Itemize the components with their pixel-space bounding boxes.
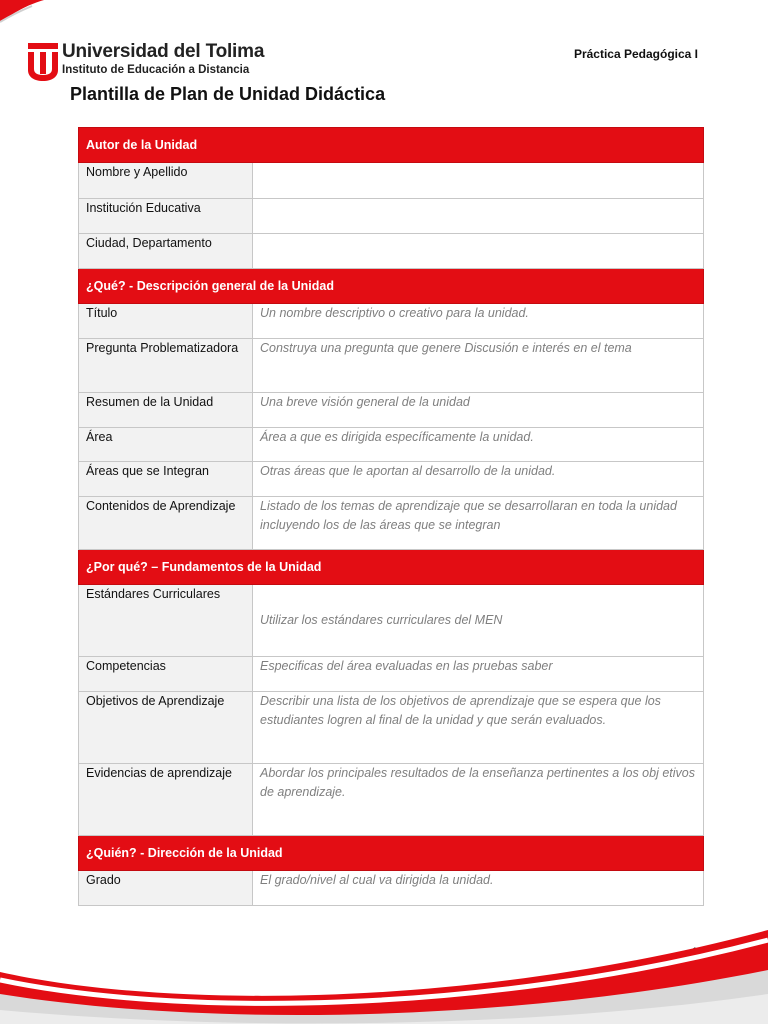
section-heading: ¿Qué? - Descripción general de la Unidad	[79, 269, 704, 304]
row-value-institucion[interactable]	[253, 199, 704, 234]
course-name: Práctica Pedagógica I	[573, 47, 698, 61]
row-value-areas-integran[interactable]: Otras áreas que le aportan al desarrollo de la unidad.	[253, 462, 704, 497]
table-row	[79, 393, 704, 428]
table-row	[79, 163, 704, 199]
row-value-competencias[interactable]: Especificas del área evaluadas en las pruebas saber	[253, 657, 704, 692]
row-value-estandares[interactable]: Utilizar los estándares curriculares del MEN	[253, 585, 704, 657]
row-label: Nombre y Apellido	[79, 163, 253, 199]
section-header-que	[79, 269, 704, 304]
section-heading: ¿Quién? - Dirección de la Unidad	[79, 836, 704, 871]
table-row	[79, 234, 704, 269]
section-header-autor	[79, 128, 704, 163]
row-value-resumen[interactable]: Una breve visión general de la unidad	[253, 393, 704, 428]
row-value-titulo[interactable]: Un nombre descriptivo o creativo para la unidad.	[253, 304, 704, 339]
table-row	[79, 657, 704, 692]
row-label: Estándares Curriculares	[79, 585, 253, 657]
row-value-grado[interactable]: El grado/nivel al cual va dirigida la unidad.	[253, 871, 704, 906]
institute-name: Instituto de Educación a Distancia	[62, 64, 250, 76]
section-header-porque	[79, 550, 704, 585]
row-label: Resumen de la Unidad	[79, 393, 253, 428]
page-title: Plantilla de Plan de Unidad Didáctica	[70, 84, 386, 104]
row-label: Institución Educativa	[79, 199, 253, 234]
top-decorative-swoosh	[0, 0, 768, 40]
bottom-decorative-swoosh	[0, 930, 768, 1024]
university-name: Universidad del Tolima	[62, 41, 265, 62]
row-value-objetivos[interactable]: Describir una lista de los objetivos de aprendizaje que se espera que los estudiantes logren al final de la unidad y que serán evaluados.	[253, 692, 704, 764]
row-value-evidencias[interactable]: Abordar los principales resultados de la enseñanza pertinentes a los obj etivos de aprendizaje.	[253, 764, 704, 836]
table-row	[79, 692, 704, 764]
row-label: Áreas que se Integran	[79, 462, 253, 497]
table-row	[79, 339, 704, 393]
row-label: Competencias	[79, 657, 253, 692]
section-heading: ¿Por qué? – Fundamentos de la Unidad	[79, 550, 704, 585]
row-label: Evidencias de aprendizaje	[79, 764, 253, 836]
unit-plan-table	[78, 127, 704, 906]
row-label: Área	[79, 428, 253, 462]
table-row	[79, 585, 704, 657]
row-value-ciudad[interactable]	[253, 234, 704, 269]
row-label: Ciudad, Departamento	[79, 234, 253, 269]
row-value-area[interactable]: Área a que es dirigida específicamente la unidad.	[253, 428, 704, 462]
table-row	[79, 497, 704, 550]
table-row	[79, 199, 704, 234]
table-row	[79, 871, 704, 906]
row-label: Título	[79, 304, 253, 339]
row-label: Grado	[79, 871, 253, 906]
row-label: Objetivos de Aprendizaje	[79, 692, 253, 764]
row-label: Pregunta Problematizadora	[79, 339, 253, 393]
row-value-nombre[interactable]	[253, 163, 704, 199]
table-row	[79, 462, 704, 497]
row-value-contenidos[interactable]: Listado de los temas de aprendizaje que se desarrollaran en toda la unidad incluyendo los de las áreas que se integran	[253, 497, 704, 550]
row-label: Contenidos de Aprendizaje	[79, 497, 253, 550]
table-row	[79, 304, 704, 339]
table-row	[79, 428, 704, 462]
section-header-quien	[79, 836, 704, 871]
row-value-pregunta[interactable]: Construya una pregunta que genere Discusión e interés en el tema	[253, 339, 704, 393]
section-heading: Autor de la Unidad	[79, 128, 704, 163]
table-row	[79, 764, 704, 836]
university-logo-icon	[28, 43, 58, 81]
